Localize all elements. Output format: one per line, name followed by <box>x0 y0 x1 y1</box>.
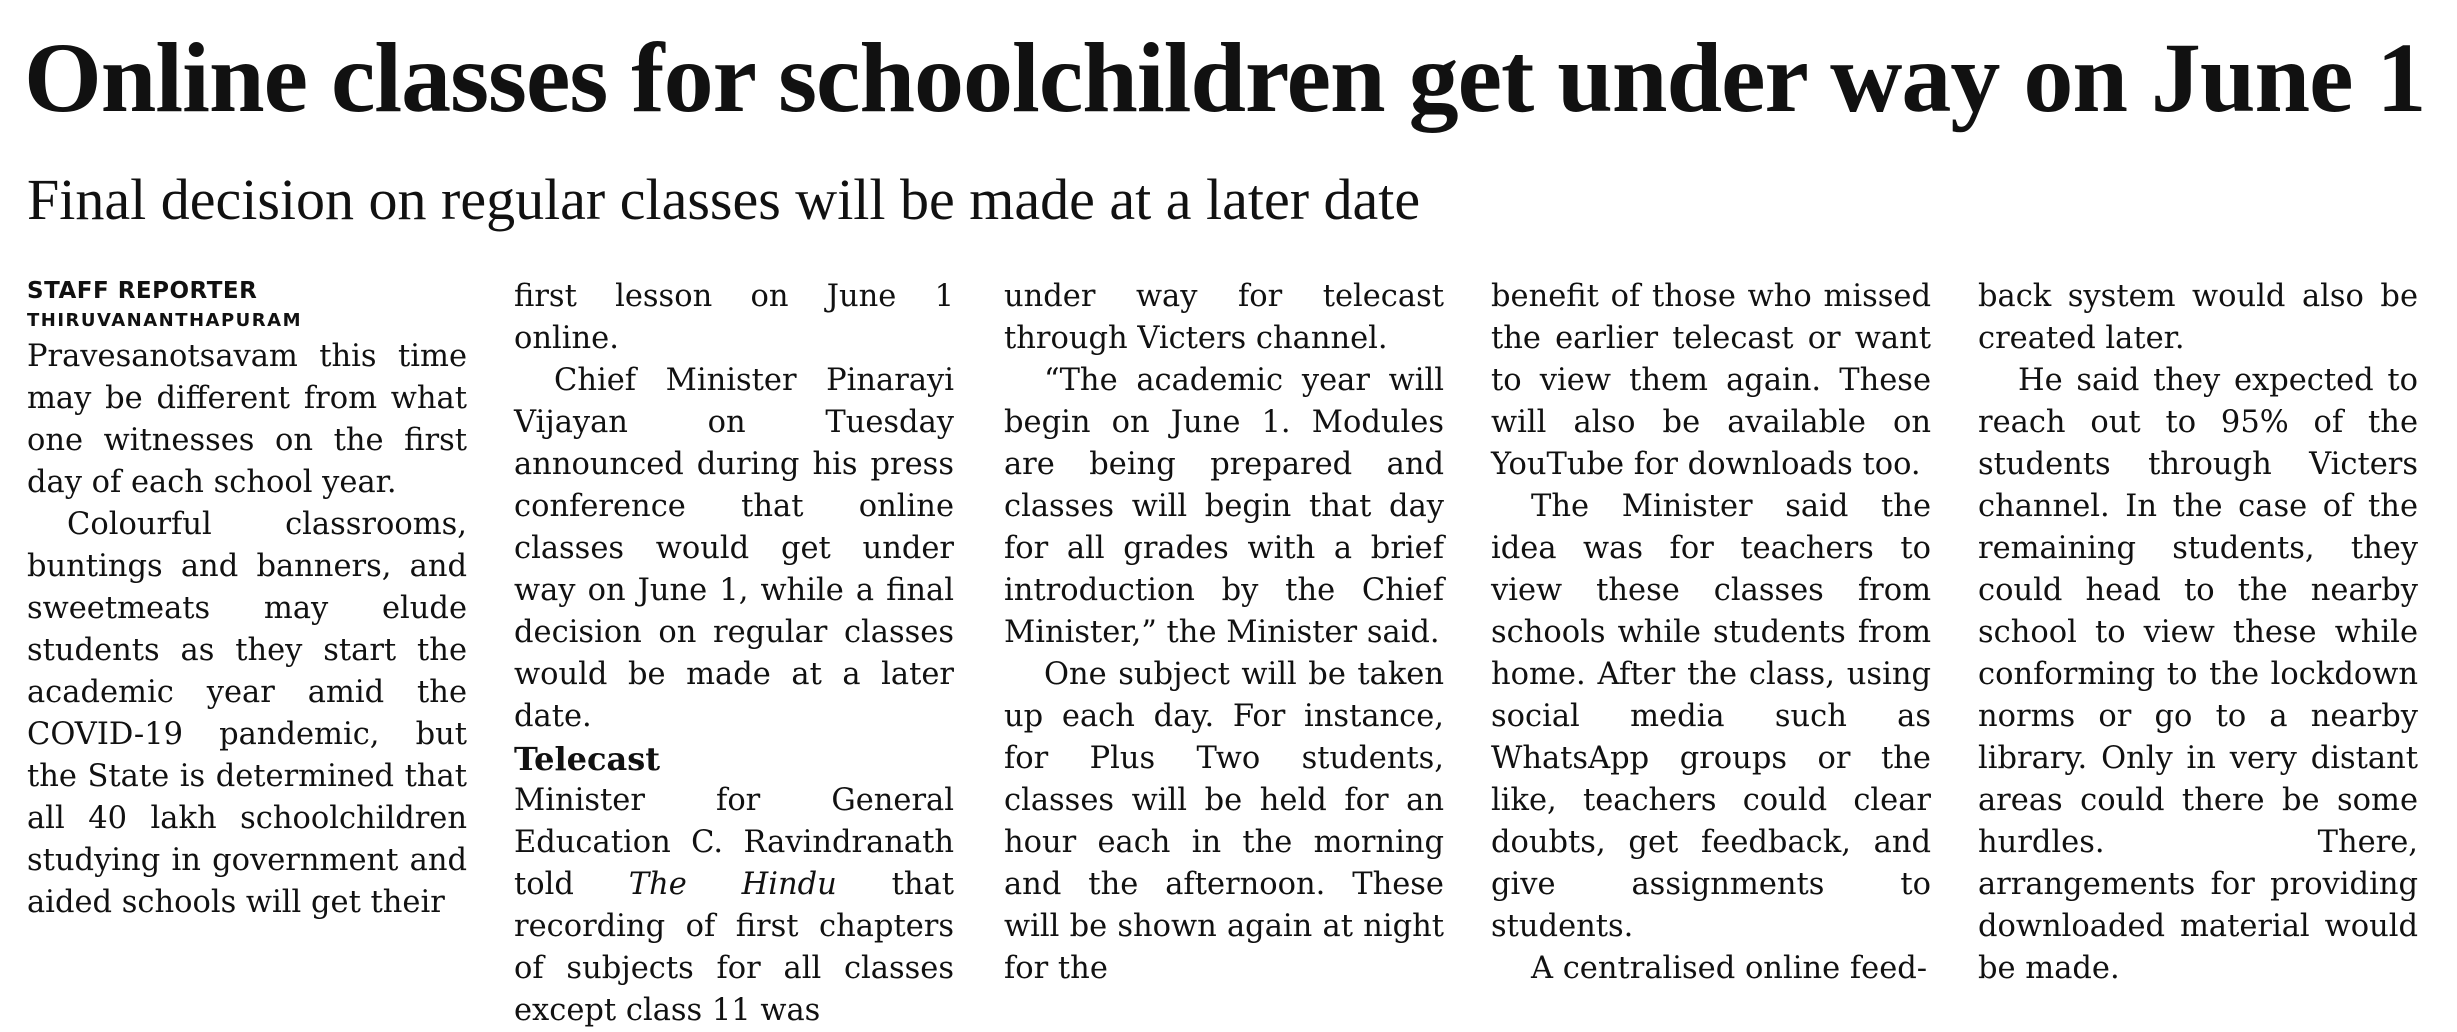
body-paragraph: Chief Minister Pinarayi Vijayan on Tuesday announced during his press conference that online classes would get under way on June 1, while a final decision on regular classes would be made at a later date. <box>514 363 954 734</box>
body-paragraph: Colourful classrooms, buntings and banners, and sweetmeats may elude students as they start the academic year amid the COVID-19 pandemic, but the State is determined that all 40 lakh schoolchildren studying in government and aided schools will get their <box>27 507 467 920</box>
newspaper-name: The Hindu <box>628 867 837 902</box>
article-column-3 <box>1004 276 1444 990</box>
article-column-5 <box>1978 276 2418 990</box>
byline: STAFF REPORTER <box>27 278 258 304</box>
headline: Online classes for schoolchildren get under way on June 1 <box>24 22 2426 133</box>
body-paragraph: back system would also be created later. <box>1978 279 2418 356</box>
body-paragraph <box>514 780 954 1032</box>
body-paragraph: He said they expected to reach out to 95% of the students through Victers channel. In the case of the remaining students, they could head to the nearby school to view these while conforming to the lockdown norms or go to a nearby library. Only in very distant areas could there be some hurdles. There, arrangements for providing downloaded material would be made. <box>1978 363 2418 986</box>
article-column-1 <box>27 276 467 924</box>
article-column-4 <box>1491 276 1931 990</box>
article-column-2 <box>514 276 954 1032</box>
body-text: Minister for General Education C. Ravindranath told <box>514 783 954 902</box>
dateline: THIRUVANANTHAPURAM <box>27 310 303 331</box>
subheadline: Final decision on regular classes will be made at a later date <box>27 167 1421 232</box>
body-paragraph: The Minister said the idea was for teachers to view these classes from schools while students from home. After the class, using social media such as WhatsApp groups or the like, teachers could clear doubts, get feedback, and give assignments to students. <box>1491 489 1931 944</box>
body-paragraph: under way for telecast through Victers channel. <box>1004 279 1444 356</box>
body-paragraph: One subject will be taken up each day. For instance, for Plus Two students, classes will be held for an hour each in the morning and the afternoon. These will be shown again at night for the <box>1004 657 1444 986</box>
body-paragraph: first lesson on June 1 online. <box>514 279 954 356</box>
crosshead: Telecast <box>514 740 661 778</box>
body-paragraph: Pravesanotsavam this time may be different from what one witnesses on the first day of each school year. <box>27 339 467 500</box>
body-text: that recording of first chapters of subjects for all classes except class 11 was <box>514 867 954 1028</box>
body-paragraph: A centralised online feed- <box>1531 951 1928 986</box>
body-paragraph: benefit of those who missed the earlier telecast or want to view them again. These will also be available on YouTube for downloads too. <box>1491 279 1931 482</box>
body-paragraph: “The academic year will begin on June 1. Modules are being prepared and classes will begin that day for all grades with a brief introduction by the Chief Minister,” the Minister said. <box>1004 363 1444 650</box>
